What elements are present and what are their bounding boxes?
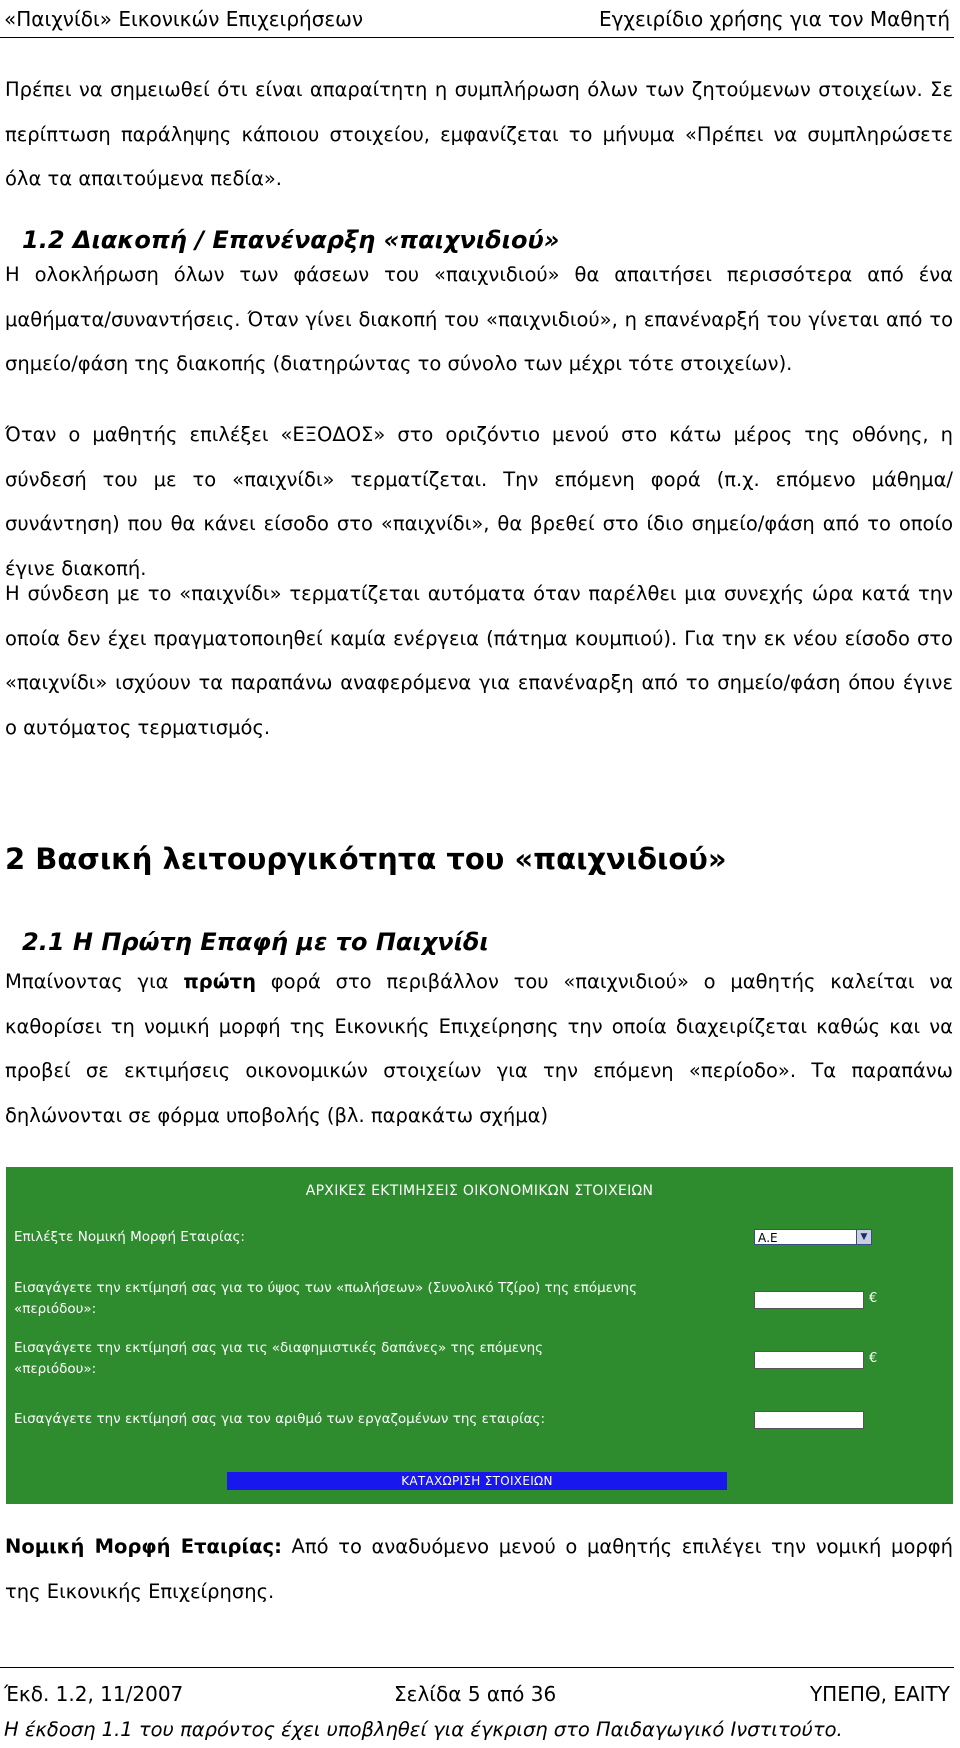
section-2-1-paragraph (5, 960, 953, 1138)
section-1-2-heading: 1.2 Διακοπή / Επανέναρξη «παιχνιδιού» (22, 226, 560, 254)
header-document-title: «Παιχνίδι» Εικονικών Επιχειρήσεων (4, 6, 364, 31)
advertising-estimate-input[interactable] (754, 1351, 864, 1369)
footer-page-number: Σελίδα 5 από 36 (394, 1682, 557, 1706)
sales-estimate-input[interactable] (754, 1291, 864, 1309)
legal-form-selected-value: Α.Ε (758, 1231, 778, 1245)
section-1-2-paragraph-3: Η σύνδεση με το «παιχνίδι» τερματίζεται αυτόματα όταν παρέλθει μια συνεχής ώρα κατά την οποία δεν έχει πραγματοποιηθεί καμία ενέργεια (πάτημα κουμπιού). Για την εκ νέου είσοδο στο «παιχνίδι» ισχύουν τα παραπάνω αναφερόμενα για επανέναρξη από το σημείο/φάση όπου έγινε ο αυτόματος τερματισμός. (5, 582, 953, 739)
legal-form-text: Από το αναδυόμενο μενού ο μαθητής επιλέγει την νομική μορφή της Εικονικής Επιχείρησης. (5, 1535, 953, 1603)
section-2-heading: 2 Βασική λειτουργικότητα του «παιχνιδιού» (5, 842, 727, 876)
footer-divider (0, 1667, 954, 1668)
advertising-estimate-label (14, 1338, 543, 1380)
employees-estimate-label: Εισαγάγετε την εκτίμησή σας για τον αριθμό των εργαζομένων της εταιρίας: (14, 1411, 546, 1427)
legal-form-select[interactable] (754, 1229, 872, 1245)
intro-paragraph: Πρέπει να σημειωθεί ότι είναι απαραίτητη η συμπλήρωση όλων των ζητούμενων στοιχείων. Σε περίπτωση παράληψης κάποιου στοιχείου, εμφανίζεται το μήνυμα «Πρέπει να συμπληρώσετε όλα τα απαιτούμενα πεδία». (5, 78, 953, 190)
footer-organization: ΥΠΕΠΘ, ΕΑΙΤΥ (809, 1682, 950, 1706)
header-manual-title: Εγχειρίδιο χρήσης για τον Μαθητή (598, 6, 950, 31)
submit-data-button[interactable]: ΚΑΤΑΧΩΡΙΣΗ ΣΤΟΙΧΕΙΩΝ (227, 1472, 727, 1490)
sales-label-line-2: «περιόδου»: (14, 1301, 97, 1317)
initial-estimates-form (6, 1167, 953, 1504)
advertising-currency-symbol: € (869, 1351, 878, 1366)
section-1-2-paragraph-2: Όταν ο μαθητής επιλέξει «ΕΞΟΔΟΣ» στο οριζόντιο μενού στο κάτω μέρος της οθόνης, η σύνδεσή του με το «παιχνίδι» τερματίζεται. Την επόμενη φορά (π.χ. επόμενο μάθημα/συνάντηση) που θα κάνει είσοδο στο «παιχνίδι», θα βρεθεί στο ίδιο σημείο/φάση από το οποίο έγινε διακοπή. (5, 423, 953, 580)
legal-form-description (5, 1525, 953, 1614)
legal-form-label: Επιλέξτε Νομική Μορφή Εταιρίας: (14, 1229, 245, 1245)
advertising-label-line-1: Εισαγάγετε την εκτίμησή σας για τις «διαφημιστικές δαπάνες» της επόμενης (14, 1340, 544, 1356)
para-text-start: Μπαίνοντας για (5, 970, 184, 993)
sales-estimate-label (14, 1278, 637, 1320)
page-header (0, 0, 954, 38)
employees-estimate-input[interactable] (754, 1411, 864, 1429)
sales-currency-symbol: € (869, 1291, 878, 1306)
section-2-1-heading: 2.1 Η Πρώτη Επαφή με το Παιχνίδι (22, 928, 489, 956)
chevron-down-icon[interactable]: ▼ (856, 1230, 871, 1244)
footer-approval-note: Η έκδοση 1.1 του παρόντος έχει υποβληθεί για έγκριση στο Παιδαγωγικό Ινστιτούτο. (4, 1718, 843, 1741)
form-title: ΑΡΧΙΚΕΣ ΕΚΤΙΜΗΣΕΙΣ ΟΙΚΟΝΟΜΙΚΩΝ ΣΤΟΙΧΕΙΩΝ (305, 1183, 654, 1199)
legal-form-term: Νομική Μορφή Εταιρίας: (5, 1535, 282, 1558)
footer-edition: Έκδ. 1.2, 11/2007 (4, 1682, 184, 1706)
para-text-rest: φορά στο περιβάλλον του «παιχνιδιού» ο μαθητής καλείται να καθορίσει τη νομική μορφή της Εικονικής Επιχείρησης την οποία διαχειρίζεται καθώς και να προβεί σε εκτιμήσεις οικονομικών στοιχείων για την επόμενη «περίοδο». Τα παραπάνω δηλώνονται σε φόρμα υποβολής (βλ. παρακάτω σχήμα) (5, 970, 953, 1127)
para-bold-word: πρώτη (183, 970, 256, 993)
sales-label-line-1: Εισαγάγετε την εκτίμησή σας για το ύψος των «πωλήσεων» (Συνολικό Τζίρο) της επόμενης (14, 1280, 638, 1296)
advertising-label-line-2: «περιόδου»: (14, 1361, 97, 1377)
section-1-2-paragraph-1: Η ολοκλήρωση όλων των φάσεων του «παιχνιδιού» θα απαιτήσει περισσότερα από ένα μαθήματα/συναντήσεις. Όταν γίνει διακοπή του «παιχνιδιού», η επανέναρξή του γίνεται από το σημείο/φάση της διακοπής (διατηρώντας το σύνολο των μέχρι τότε στοιχείων). (5, 263, 953, 375)
